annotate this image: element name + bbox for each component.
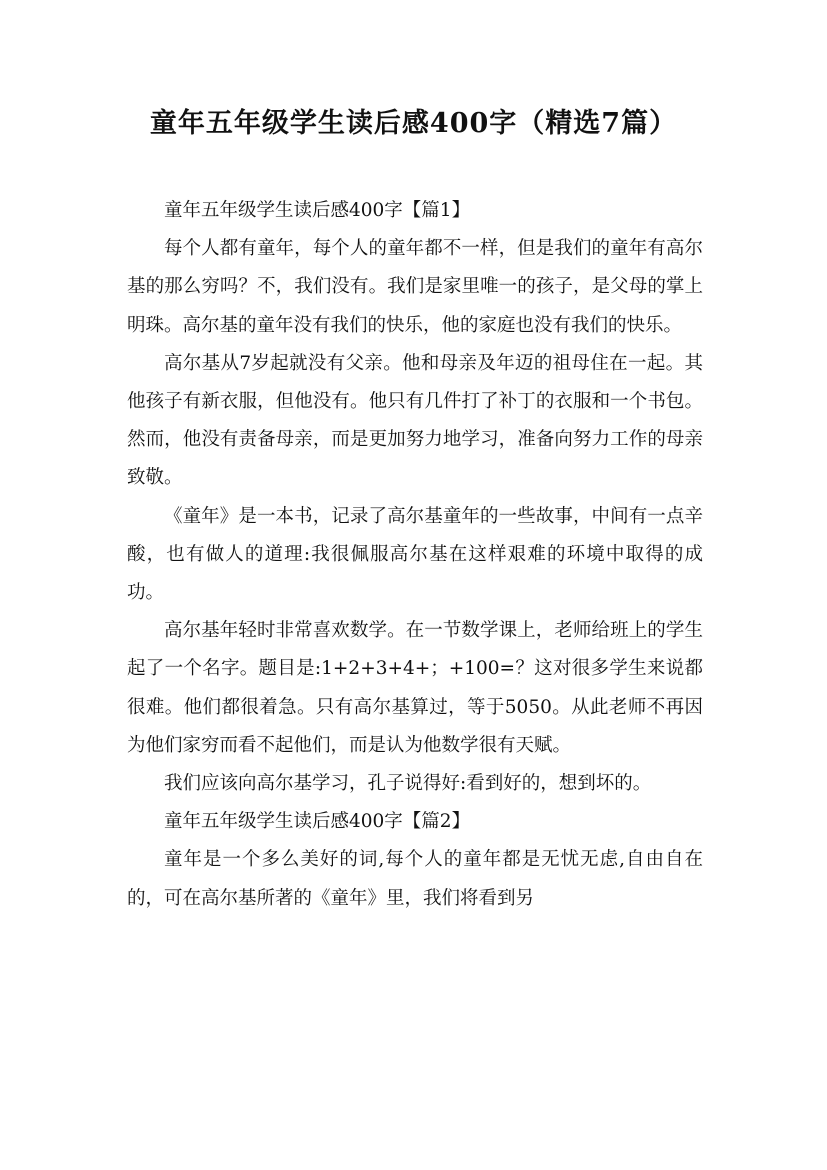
document-title: 童年五年级学生读后感400字（精选7篇） <box>149 108 678 139</box>
section-heading-2: 童年五年级学生读后感400字【篇2】 <box>164 811 471 833</box>
section-heading-1: 童年五年级学生读后感400字【篇1】 <box>164 200 471 221</box>
body-paragraph: 我们应该向高尔基学习，孔子说得好:看到好的，想到坏的。 <box>164 773 652 795</box>
body-paragraph: 高尔基从7岁起就没有父亲。他和母亲及年迈的祖母住在一起。其他孩子有新衣服，但他没有。他只有几件打了补丁的衣服和一个书包。然而，他没有责备母亲，而是更加努力地学习，准备向努力工作的母亲致敬。 <box>127 352 703 489</box>
body-paragraph: 《童年》是一本书，记录了高尔基童年的一些故事，中间有一点辛酸，也有做人的道理:我很佩服高尔基在这样艰难的环境中取得的成功。 <box>127 505 703 604</box>
body-paragraph: 每个人都有童年，每个人的童年都不一样，但是我们的童年有高尔基的那么穷吗？不，我们没有。我们是家里唯一的孩子，是父母的掌上明珠。高尔基的童年没有我们的快乐，他的家庭也没有我们的快乐。 <box>127 238 703 336</box>
document-body <box>127 192 703 918</box>
body-paragraph: 高尔基年轻时非常喜欢数学。在一节数学课上，老师给班上的学生起了一个名字。题目是:1+2+3+4+；+100=？这对很多学生来说都很难。他们都很着急。只有高尔基算过，等于5050。从此老师不再因为他们家穷而看不起他们，而是认为他数学很有天赋。 <box>127 620 703 756</box>
body-paragraph: 童年是一个多么美好的词,每个人的童年都是无忧无虑,自由自在的，可在高尔基所著的《童年》里，我们将看到另 <box>127 849 703 909</box>
